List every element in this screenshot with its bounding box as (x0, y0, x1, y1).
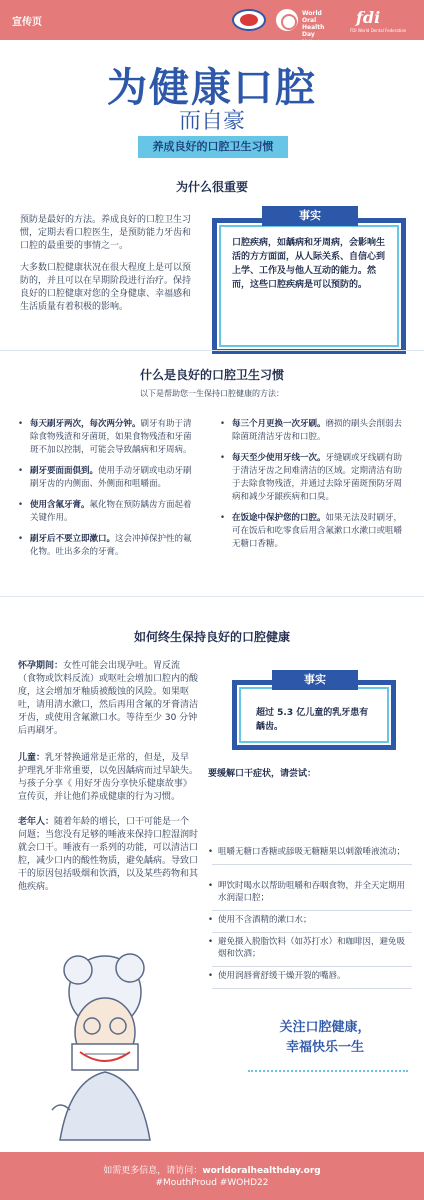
lifelong-heading: 如何终生保持良好的口腔健康 (133, 630, 290, 644)
children-paragraph: 儿童：乳牙替换通常是正常的，但是，及早护理乳牙非常重要，以免因龋病而过早缺失。与孩子分享《 用好牙齿分享快乐健康故事》宣传页，并让他们养成健康的行为习惯。 (18, 753, 199, 802)
list-item: • 每天至少使用牙线一次。牙缝刷或牙线刷有助于清洁牙齿之间难清洁的区域。定期清洁有助于去除食物残渣，并通过去除牙菌斑预防牙周病和减少牙龈疾病和口臭。 (220, 452, 410, 504)
header-bar (0, 0, 424, 44)
world-oral-health-day-logo-text: World Oral Health Day 20 March (302, 10, 325, 44)
list-item: • 使用不含酒精的漱口水； (212, 910, 412, 933)
habits-list-left (18, 418, 198, 567)
page-title: 为健康口腔 (107, 65, 317, 111)
list-item: • 咀嚼无糖口香糖或舔吸无糖糖果以刺激唾液流动； (212, 842, 412, 865)
footer-hashtags: #MouthProud #WOHD22 (155, 1178, 269, 1188)
divider (0, 596, 424, 597)
dry-mouth-title: 要缓解口干症状，请尝试： (208, 769, 317, 779)
good-habits-intro: 以下是帮助您一生保持口腔健康的方法： (140, 389, 284, 398)
section-banner: 养成良好的口腔卫生习惯 (138, 136, 288, 158)
world-oral-health-day-logo-icon (276, 9, 298, 31)
page-tag: 宣传页 (12, 17, 42, 28)
footer-bar (0, 1152, 424, 1200)
slogan: 关注口腔健康， 幸福快乐一生 (279, 1020, 371, 1055)
fact-text-2: 超过 5.3 亿儿童的乳牙患有龋齿。 (256, 708, 369, 732)
divider (0, 350, 424, 351)
good-habits-heading: 什么是良好的口腔卫生习惯 (139, 368, 284, 382)
fact-label-2: 事实 (272, 670, 358, 690)
list-item: • 刷牙要面面俱到。使用手动牙刷或电动牙刷刷牙齿的内侧面、外侧面和咀嚼面。 (18, 465, 198, 491)
elderly-paragraph: 老年人：随着年龄的增长，口干可能是一个问题；当您没有足够的唾液来保持口腔湿润时就会口干。唾液有一系列的功能，可以清洁口腔，减少口内的酸性物质，避免龋病。导致口干的原因包括吸烟和饮酒，以及某些药物和其他疾病。 (18, 817, 199, 892)
footer-info: 如需更多信息，请访问：worldoralhealthday.org (103, 1166, 321, 1176)
why-paragraph-2: 大多数口腔健康状况在很大程度上是可以预防的，并且可以在早期阶段进行治疗。保持良好的口腔健康对您的全身健康、幸福感和生活质量有着积极的影响。 (20, 263, 192, 312)
habits-list-right (220, 418, 410, 559)
website-link[interactable]: worldoralhealthday.org (202, 1166, 321, 1176)
smiling-grandmother-illustration (30, 940, 180, 1150)
fdi-logo: fdi (356, 8, 381, 27)
fact-label-1: 事实 (262, 206, 358, 226)
list-item: • 使用润唇膏舒缓干燥开裂的嘴唇。 (212, 966, 412, 989)
pregnancy-paragraph: 怀孕期间：女性可能会出现孕吐。胃反流（食物或饮料反流）或呕吐会增加口腔内的酸度，这会增加牙釉质被酸蚀的风险。如果呕吐，请用清水漱口，然后再用含氟的牙膏清洁牙齿，或使用含氟漱口水。等待至少 30 分钟后再刷牙。 (18, 661, 199, 736)
fact-text-1: 口腔疾病，如龋病和牙周病，会影响生活的方方面面，从人际关系、自信心到上学、工作及与他人互动的能力。然而，这些口腔疾病是可以预防的。 (232, 238, 386, 290)
list-item: • 刷牙后不要立即漱口。这会冲掉保护性的氟化物。吐出多余的牙膏。 (18, 533, 198, 559)
association-logo-icon (232, 9, 266, 31)
why-heading: 为什么很重要 (175, 180, 248, 194)
list-item: • 使用含氟牙膏。氟化物在预防龋齿方面起着关键作用。 (18, 499, 198, 525)
page-subtitle: 而自豪 (178, 109, 245, 134)
why-paragraph-1: 预防是最好的方法。养成良好的口腔卫生习惯，定期去看口腔医生，是预防能力牙齿和口腔的最重要的事情之一。 (20, 215, 192, 251)
list-item: • 每天刷牙两次，每次两分钟。刷牙有助于清除食物残渣和牙菌斑，如果食物残渣和牙菌斑不加以控制，可能会导致龋病和牙周病。 (18, 418, 198, 457)
list-item: • 在饭途中保护您的口腔。如果无法及时刷牙，可在饭后和吃零食后用含氟漱口水漱口或咀嚼无糖口香糖。 (220, 512, 410, 551)
decorative-wave (248, 1070, 408, 1080)
list-item: • 呷饮时喝水以帮助咀嚼和吞咽食物，并全天定期用水润湿口腔； (212, 876, 412, 911)
list-item: • 避免摄入脱脂饮料（如苏打水）和咖啡因，避免吸烟和饮酒； (212, 932, 412, 967)
fdi-logo-subtitle: FDI World Dental Federation (350, 28, 407, 33)
list-item: • 每三个月更换一次牙刷。磨损的刷头会削弱去除菌斑清洁牙齿和口腔。 (220, 418, 410, 444)
